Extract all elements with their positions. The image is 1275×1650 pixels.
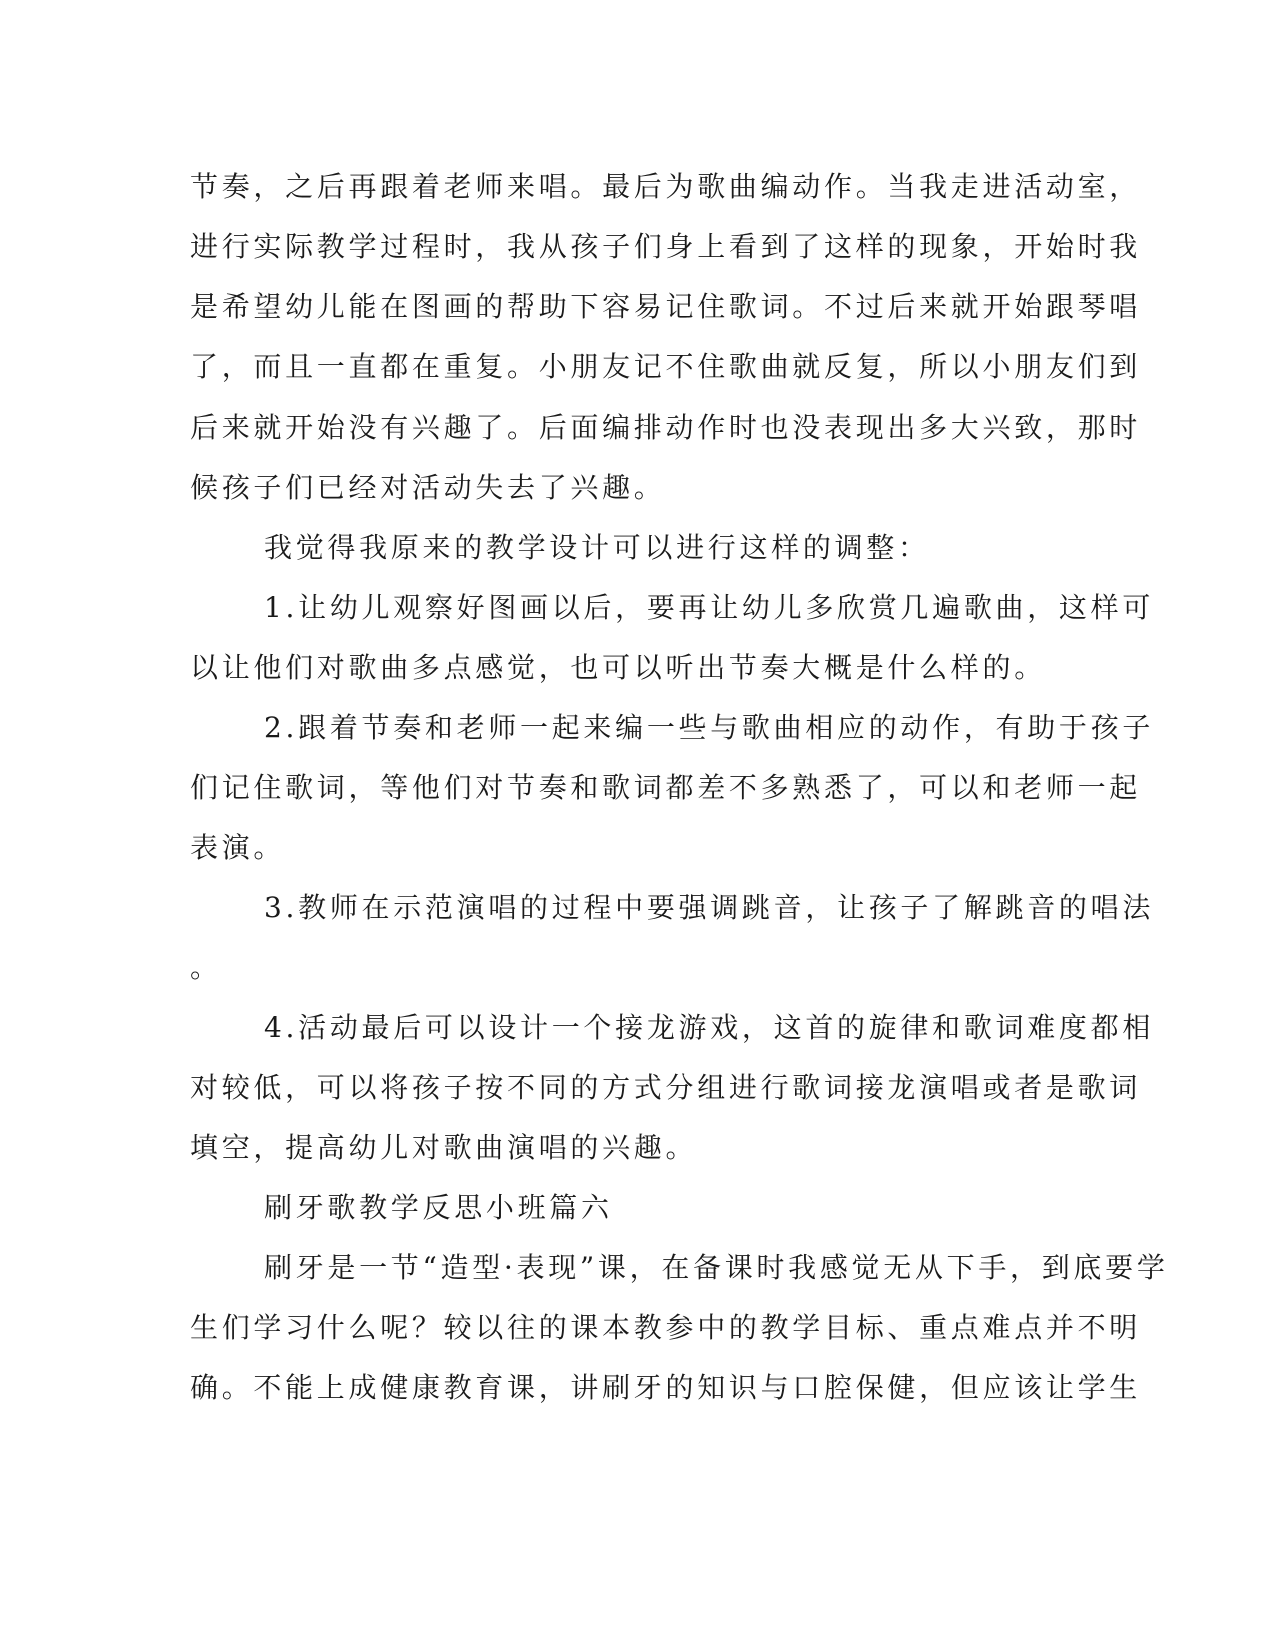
text-line: 表演。 — [190, 831, 286, 864]
text-line: 。 — [190, 951, 222, 984]
text-line: 4.活动最后可以设计一个接龙游戏，这首的旋律和歌词难度都相 — [264, 1011, 1155, 1044]
text-line: 候孩子们已经对活动失去了兴趣。 — [190, 471, 666, 504]
text-line: 1.让幼儿观察好图画以后，要再让幼儿多欣赏几遍歌曲，这样可 — [264, 591, 1155, 624]
text-line: 确。不能上成健康教育课，讲刷牙的知识与口腔保健，但应该让学生 — [190, 1371, 1142, 1404]
text-line: 后来就开始没有兴趣了。后面编排动作时也没表现出多大兴致，那时 — [190, 411, 1142, 444]
text-line: 以让他们对歌曲多点感觉，也可以听出节奏大概是什么样的。 — [190, 651, 1046, 684]
text-line: 对较低，可以将孩子按不同的方式分组进行歌词接龙演唱或者是歌词 — [190, 1071, 1142, 1104]
text-line: 是希望幼儿能在图画的帮助下容易记住歌词。不过后来就开始跟琴唱 — [190, 290, 1142, 323]
text-line: 2.跟着节奏和老师一起来编一些与歌曲相应的动作，有助于孩子 — [264, 711, 1155, 744]
text-line: 节奏，之后再跟着老师来唱。最后为歌曲编动作。当我走进活动室， — [190, 170, 1142, 203]
text-line: 生们学习什么呢？较以往的课本教参中的教学目标、重点难点并不明 — [190, 1311, 1142, 1344]
text-line: 填空，提高幼儿对歌曲演唱的兴趣。 — [190, 1131, 698, 1164]
text-line: 3.教师在示范演唱的过程中要强调跳音，让孩子了解跳音的唱法 — [264, 891, 1155, 924]
text-line: 刷牙是一节“造型·表现”课，在备课时我感觉无从下手，到底要学 — [264, 1251, 1169, 1284]
text-line: 们记住歌词，等他们对节奏和歌词都差不多熟悉了，可以和老师一起 — [190, 771, 1142, 804]
text-line: 进行实际教学过程时，我从孩子们身上看到了这样的现象，开始时我 — [190, 230, 1142, 263]
section-heading: 刷牙歌教学反思小班篇六 — [264, 1191, 613, 1224]
text-line: 我觉得我原来的教学设计可以进行这样的调整： — [264, 531, 930, 564]
text-line: 了，而且一直都在重复。小朋友记不住歌曲就反复，所以小朋友们到 — [190, 350, 1142, 383]
